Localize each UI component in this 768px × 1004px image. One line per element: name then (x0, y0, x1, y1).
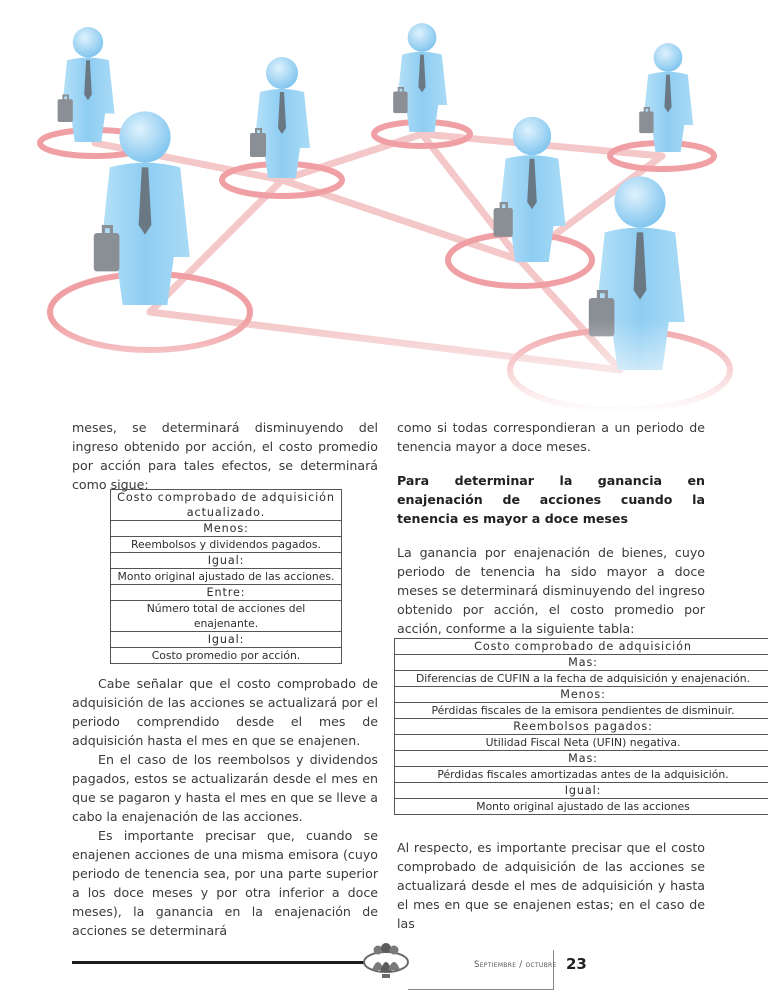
table-row (395, 783, 768, 799)
table-row (395, 719, 768, 735)
table-row (395, 799, 768, 815)
adjusted-amount-table (394, 638, 768, 815)
table-row (111, 569, 342, 585)
table-row (111, 553, 342, 569)
table-operator-cell: Igual: (395, 783, 768, 799)
right-paragraph: La ganancia por enajenación de bienes, cuyo periodo de tenencia ha sido mayor a doce meses se determinará disminuyendo del ingreso obtenido por acción, el costo promedio por acción, conforme a la siguiente tabla: (397, 545, 705, 636)
table-cell: Número total de acciones del enajenante. (111, 601, 342, 632)
table-row (395, 735, 768, 751)
table-operator-cell: Menos: (395, 687, 768, 703)
left-column (72, 418, 378, 494)
table-cell: Pérdidas fiscales de la emisora pendientes de disminuir. (395, 703, 768, 719)
table-cell: Monto original ajustado de las acciones. (111, 569, 342, 585)
table-cell: Costo promedio por acción. (111, 648, 342, 664)
right-closing-text (397, 838, 705, 933)
table-cell: Diferencias de CUFIN a la fecha de adquisición y enajenación. (395, 671, 768, 687)
table-operator-cell: Igual: (111, 553, 342, 569)
footer-rule (72, 961, 364, 964)
right-closing-paragraph: Al respecto, es importante precisar que el costo comprobado de adquisición de las acciones se actualizará desde el mes de adquisición y hasta el mes en que se enajenen estas; en el caso de las (397, 840, 705, 931)
publisher-logo-icon (362, 940, 410, 980)
table-cell: Monto original ajustado de las acciones (395, 799, 768, 815)
table-cell: Utilidad Fiscal Neta (UFIN) negativa. (395, 735, 768, 751)
table-row (395, 671, 768, 687)
table-operator-cell: Costo comprobado de adquisición (395, 639, 768, 655)
table-operator-cell: Menos: (111, 521, 342, 537)
table-row (395, 655, 768, 671)
table-row (111, 490, 342, 521)
page-number: 23 (566, 955, 587, 973)
issue-label: Septiembre / octubre (474, 960, 557, 970)
table-row (395, 687, 768, 703)
table-operator-cell: Mas: (395, 751, 768, 767)
right-continuation-paragraph: como si todas correspondieran a un periodo de tenencia mayor a doce meses. (397, 420, 705, 454)
table-row (395, 751, 768, 767)
table-row (111, 521, 342, 537)
left-body-text (72, 674, 378, 940)
table-row (111, 648, 342, 664)
table-operator-cell: Igual: (111, 632, 342, 648)
footer-divider-horizontal (408, 989, 554, 990)
footer-divider-vertical (553, 950, 554, 990)
left-intro-paragraph: meses, se determinará disminuyendo del ingreso obtenido por acción, el costo promedio por acción para tales efectos, se determinará como sigue: (72, 420, 378, 492)
left-paragraph-3: Es importante precisar que, cuando se enajenen acciones de una misma emisora (cuyo periodo de tenencia sea, por una parte superior a los doce meses y por otra inferior a doce meses), la ganancia en la enajenación de acciones se determinará (72, 828, 378, 938)
table-row (111, 601, 342, 632)
table-row (395, 639, 768, 655)
table-operator-cell: Entre: (111, 585, 342, 601)
table-operator-cell: Costo comprobado de adquisición actualizado. (111, 490, 342, 521)
left-paragraph-2: En el caso de los reembolsos y dividendos pagados, estos se actualizarán desde el mes en que se pagaron y hasta el mes en que se lleve a cabo la enajenación de las acciones. (72, 752, 378, 824)
average-cost-table (110, 489, 342, 664)
table-row (395, 767, 768, 783)
left-paragraph-1: Cabe señalar que el costo comprobado de adquisición de las acciones se actualizará por el periodo comprendido desde el mes de adquisición hasta el mes en que se enajenen. (72, 676, 378, 748)
table-operator-cell: Reembolsos pagados: (395, 719, 768, 735)
table-row (111, 632, 342, 648)
table-operator-cell: Mas: (395, 655, 768, 671)
table-row (111, 537, 342, 553)
right-column (397, 418, 705, 638)
business-network-illustration (0, 0, 768, 412)
table-row (395, 703, 768, 719)
table-row (111, 585, 342, 601)
section-heading: Para determinar la ganancia en enajenación de acciones cuando la tenencia es mayor a doce meses (397, 473, 705, 526)
table-cell: Pérdidas fiscales amortizadas antes de la adquisición. (395, 767, 768, 783)
table-cell: Reembolsos y dividendos pagados. (111, 537, 342, 553)
